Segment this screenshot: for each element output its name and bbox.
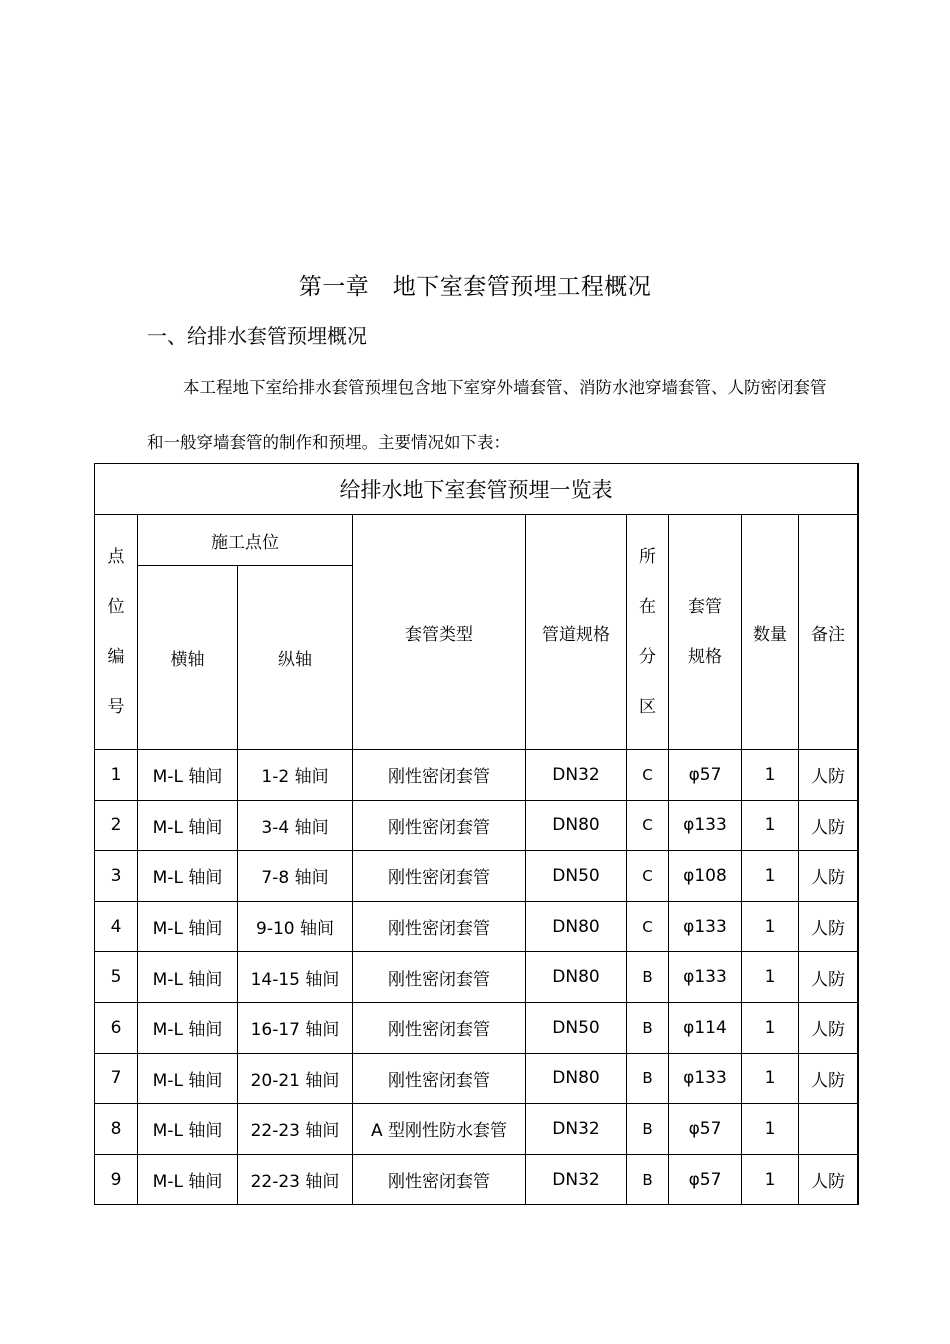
cell-pipe: DN80 <box>526 952 627 1003</box>
cell-remark: 人防 <box>799 800 858 851</box>
cell-sleeve: φ114 <box>669 1002 742 1053</box>
cell-type: 刚性密闭套管 <box>353 800 526 851</box>
cell-pipe: DN32 <box>526 1154 627 1205</box>
cell-qty: 1 <box>742 901 799 952</box>
header-sleeve-type: 套管类型 <box>353 515 526 750</box>
table-title: 给排水地下室套管预埋一览表 <box>95 464 858 515</box>
table-row <box>95 800 858 851</box>
cell-h: M-L 轴间 <box>138 800 238 851</box>
header-horizontal-axis: 横轴 <box>138 566 238 750</box>
cell-sleeve: φ57 <box>669 1104 742 1155</box>
cell-pipe: DN32 <box>526 1104 627 1155</box>
cell-v: 20-21 轴间 <box>238 1053 353 1104</box>
cell-type: A 型刚性防水套管 <box>353 1104 526 1155</box>
cell-h: M-L 轴间 <box>138 1154 238 1205</box>
chapter-title: 第一章 地下室套管预埋工程概况 <box>298 274 652 300</box>
header-point-no: 点 位 编 号 <box>95 515 138 750</box>
cell-qty: 1 <box>742 1104 799 1155</box>
cell-h: M-L 轴间 <box>138 901 238 952</box>
cell-h: M-L 轴间 <box>138 1002 238 1053</box>
table-row <box>95 750 858 801</box>
cell-sleeve: φ133 <box>669 901 742 952</box>
cell-zone: C <box>627 800 669 851</box>
header-pipe-spec: 管道规格 <box>526 515 627 750</box>
cell-v: 7-8 轴间 <box>238 851 353 902</box>
cell-qty: 1 <box>742 750 799 801</box>
header-construction-point: 施工点位 <box>138 515 353 566</box>
cell-h: M-L 轴间 <box>138 952 238 1003</box>
cell-remark: 人防 <box>799 750 858 801</box>
cell-h: M-L 轴间 <box>138 750 238 801</box>
cell-zone: B <box>627 1154 669 1205</box>
cell-qty: 1 <box>742 952 799 1003</box>
cell-remark <box>799 1104 858 1155</box>
cell-pipe: DN50 <box>526 1002 627 1053</box>
table-row <box>95 1154 858 1205</box>
header-sleeve-spec: 套管 规格 <box>669 515 742 750</box>
table-right-border <box>857 463 859 1205</box>
cell-zone: B <box>627 1002 669 1053</box>
cell-h: M-L 轴间 <box>138 1053 238 1104</box>
cell-no: 1 <box>95 750 138 801</box>
cell-sleeve: φ133 <box>669 1053 742 1104</box>
cell-qty: 1 <box>742 1154 799 1205</box>
cell-type: 刚性密闭套管 <box>353 851 526 902</box>
cell-remark: 人防 <box>799 851 858 902</box>
cell-zone: B <box>627 1104 669 1155</box>
cell-type: 刚性密闭套管 <box>353 750 526 801</box>
cell-sleeve: φ133 <box>669 952 742 1003</box>
table-row <box>95 1104 858 1155</box>
cell-remark: 人防 <box>799 901 858 952</box>
cell-qty: 1 <box>742 800 799 851</box>
cell-no: 2 <box>95 800 138 851</box>
cell-zone: B <box>627 1053 669 1104</box>
cell-pipe: DN32 <box>526 750 627 801</box>
cell-remark: 人防 <box>799 1053 858 1104</box>
cell-no: 9 <box>95 1154 138 1205</box>
cell-v: 22-23 轴间 <box>238 1104 353 1155</box>
intro-paragraph: 本工程地下室给排水套管预埋包含地下室穿外墙套管、消防水池穿墙套管、人防密闭套管和一般穿墙套管的制作和预埋。主要情况如下表： <box>147 378 827 452</box>
cell-pipe: DN80 <box>526 800 627 851</box>
sleeve-table <box>94 463 858 1205</box>
cell-sleeve: φ108 <box>669 851 742 902</box>
table-row <box>95 1002 858 1053</box>
cell-remark: 人防 <box>799 1154 858 1205</box>
cell-v: 22-23 轴间 <box>238 1154 353 1205</box>
cell-type: 刚性密闭套管 <box>353 1002 526 1053</box>
cell-no: 5 <box>95 952 138 1003</box>
cell-type: 刚性密闭套管 <box>353 952 526 1003</box>
header-vertical-axis: 纵轴 <box>238 566 353 750</box>
cell-v: 1-2 轴间 <box>238 750 353 801</box>
cell-no: 4 <box>95 901 138 952</box>
section-title: 一、给排水套管预埋概况 <box>147 324 367 348</box>
cell-type: 刚性密闭套管 <box>353 1053 526 1104</box>
cell-v: 3-4 轴间 <box>238 800 353 851</box>
table-row <box>95 1053 858 1104</box>
cell-v: 14-15 轴间 <box>238 952 353 1003</box>
cell-pipe: DN80 <box>526 1053 627 1104</box>
table-row <box>95 851 858 902</box>
table-row <box>95 952 858 1003</box>
header-quantity: 数量 <box>742 515 799 750</box>
cell-h: M-L 轴间 <box>138 851 238 902</box>
table-row <box>95 901 858 952</box>
cell-zone: B <box>627 952 669 1003</box>
cell-remark: 人防 <box>799 1002 858 1053</box>
cell-no: 7 <box>95 1053 138 1104</box>
cell-v: 16-17 轴间 <box>238 1002 353 1053</box>
cell-qty: 1 <box>742 1002 799 1053</box>
cell-pipe: DN80 <box>526 901 627 952</box>
cell-sleeve: φ57 <box>669 1154 742 1205</box>
cell-v: 9-10 轴间 <box>238 901 353 952</box>
cell-type: 刚性密闭套管 <box>353 901 526 952</box>
cell-sleeve: φ57 <box>669 750 742 801</box>
cell-sleeve: φ133 <box>669 800 742 851</box>
header-remark: 备注 <box>799 515 858 750</box>
cell-type: 刚性密闭套管 <box>353 1154 526 1205</box>
cell-pipe: DN50 <box>526 851 627 902</box>
cell-remark: 人防 <box>799 952 858 1003</box>
cell-zone: C <box>627 851 669 902</box>
cell-no: 3 <box>95 851 138 902</box>
cell-no: 8 <box>95 1104 138 1155</box>
cell-qty: 1 <box>742 1053 799 1104</box>
cell-zone: C <box>627 750 669 801</box>
header-zone: 所 在 分 区 <box>627 515 669 750</box>
cell-zone: C <box>627 901 669 952</box>
cell-qty: 1 <box>742 851 799 902</box>
cell-h: M-L 轴间 <box>138 1104 238 1155</box>
cell-no: 6 <box>95 1002 138 1053</box>
